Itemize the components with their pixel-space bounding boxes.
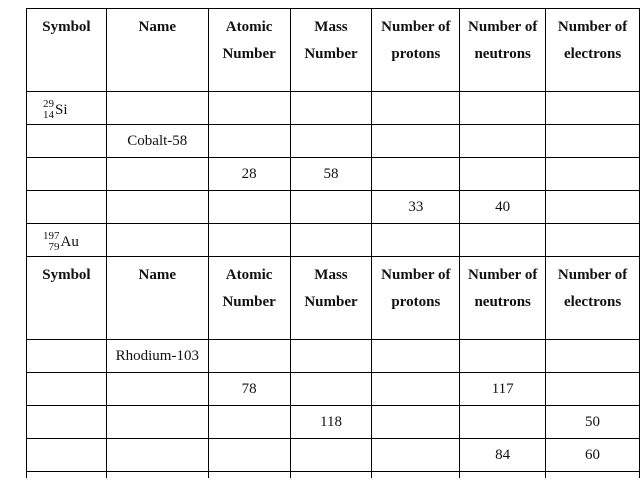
atomic-number-subscript: 79 xyxy=(48,241,60,253)
name-cell[interactable] xyxy=(106,224,208,257)
mass-number-cell[interactable] xyxy=(290,373,372,406)
table-row xyxy=(27,439,640,472)
column-header: Number of electrons xyxy=(546,257,640,340)
protons-cell[interactable] xyxy=(372,224,460,257)
table-row xyxy=(27,340,640,373)
mass-number-cell[interactable] xyxy=(290,125,372,158)
electrons-cell[interactable] xyxy=(546,373,640,406)
empty-cell xyxy=(106,472,208,479)
symbol-cell[interactable] xyxy=(27,439,107,472)
name-cell[interactable] xyxy=(106,92,208,125)
protons-cell[interactable] xyxy=(372,158,460,191)
table-row xyxy=(27,191,640,224)
column-header: Number of protons xyxy=(372,257,460,340)
table-row xyxy=(27,472,640,479)
symbol-cell[interactable] xyxy=(27,92,107,125)
electrons-cell[interactable] xyxy=(546,158,640,191)
atomic-number-cell[interactable] xyxy=(208,439,290,472)
electrons-cell[interactable] xyxy=(546,191,640,224)
column-header: Atomic Number xyxy=(208,9,290,92)
header-row xyxy=(27,9,640,92)
column-header: Name xyxy=(106,257,208,340)
column-header: Mass Number xyxy=(290,257,372,340)
name-cell[interactable]: Cobalt-58 xyxy=(106,125,208,158)
atomic-number-cell[interactable] xyxy=(208,224,290,257)
column-header: Symbol xyxy=(27,257,107,340)
column-header: Number of protons xyxy=(372,9,460,92)
mass-number-cell[interactable] xyxy=(290,92,372,125)
name-cell[interactable] xyxy=(106,158,208,191)
mass-number-cell[interactable] xyxy=(290,224,372,257)
neutrons-cell[interactable]: 117 xyxy=(460,373,546,406)
empty-cell xyxy=(208,472,290,479)
protons-cell[interactable] xyxy=(372,340,460,373)
protons-cell[interactable]: 33 xyxy=(372,191,460,224)
symbol-cell[interactable] xyxy=(27,340,107,373)
name-cell[interactable] xyxy=(106,439,208,472)
protons-cell[interactable] xyxy=(372,406,460,439)
mass-number-cell[interactable] xyxy=(290,191,372,224)
neutrons-cell[interactable] xyxy=(460,406,546,439)
empty-cell xyxy=(546,472,640,479)
neutrons-cell[interactable] xyxy=(460,158,546,191)
empty-cell xyxy=(372,472,460,479)
name-cell[interactable] xyxy=(106,373,208,406)
atomic-number-cell[interactable] xyxy=(208,92,290,125)
mass-number-superscript: 197 xyxy=(43,230,60,242)
table-row xyxy=(27,158,640,191)
empty-cell xyxy=(290,472,372,479)
column-header: Mass Number xyxy=(290,9,372,92)
atomic-number-cell[interactable] xyxy=(208,406,290,439)
mass-number-cell[interactable] xyxy=(290,439,372,472)
protons-cell[interactable] xyxy=(372,125,460,158)
atomic-number-cell[interactable] xyxy=(208,191,290,224)
atomic-number-subscript: 14 xyxy=(43,109,54,121)
name-cell[interactable]: Rhodium-103 xyxy=(106,340,208,373)
neutrons-cell[interactable] xyxy=(460,224,546,257)
mass-number-cell[interactable] xyxy=(290,340,372,373)
electrons-cell[interactable]: 60 xyxy=(546,439,640,472)
protons-cell[interactable] xyxy=(372,373,460,406)
neutrons-cell[interactable] xyxy=(460,92,546,125)
isotope-symbol xyxy=(43,99,68,121)
column-header: Number of neutrons xyxy=(460,257,546,340)
column-header: Number of electrons xyxy=(546,9,640,92)
electrons-cell[interactable] xyxy=(546,92,640,125)
electrons-cell[interactable] xyxy=(546,224,640,257)
electrons-cell[interactable] xyxy=(546,125,640,158)
protons-cell[interactable] xyxy=(372,439,460,472)
symbol-cell[interactable] xyxy=(27,191,107,224)
column-header: Name xyxy=(106,9,208,92)
atomic-number-cell[interactable]: 28 xyxy=(208,158,290,191)
symbol-cell[interactable] xyxy=(27,224,107,257)
symbol-cell[interactable] xyxy=(27,158,107,191)
mass-number-cell[interactable]: 58 xyxy=(290,158,372,191)
symbol-cell[interactable] xyxy=(27,373,107,406)
table-row xyxy=(27,125,640,158)
symbol-cell[interactable] xyxy=(27,406,107,439)
column-header: Symbol xyxy=(27,9,107,92)
electrons-cell[interactable] xyxy=(546,340,640,373)
atomic-number-cell[interactable]: 78 xyxy=(208,373,290,406)
empty-cell xyxy=(460,472,546,479)
isotope-symbol xyxy=(43,231,79,253)
neutrons-cell[interactable]: 40 xyxy=(460,191,546,224)
column-header: Atomic Number xyxy=(208,257,290,340)
table-row xyxy=(27,406,640,439)
atomic-number-cell[interactable] xyxy=(208,340,290,373)
element-symbol: Si xyxy=(55,101,68,118)
mass-number-cell[interactable]: 118 xyxy=(290,406,372,439)
protons-cell[interactable] xyxy=(372,92,460,125)
column-header: Number of neutrons xyxy=(460,9,546,92)
empty-cell xyxy=(27,472,107,479)
electrons-cell[interactable]: 50 xyxy=(546,406,640,439)
table-row xyxy=(27,224,640,257)
symbol-cell[interactable] xyxy=(27,125,107,158)
neutrons-cell[interactable] xyxy=(460,340,546,373)
table-row xyxy=(27,373,640,406)
element-symbol: Au xyxy=(60,233,79,250)
table-row xyxy=(27,92,640,125)
name-cell[interactable] xyxy=(106,191,208,224)
atomic-number-cell[interactable] xyxy=(208,125,290,158)
isotope-table xyxy=(26,8,640,478)
name-cell[interactable] xyxy=(106,406,208,439)
header-row xyxy=(27,257,640,340)
worksheet xyxy=(26,8,640,478)
mass-number-superscript: 29 xyxy=(43,98,54,110)
neutrons-cell[interactable]: 84 xyxy=(460,439,546,472)
neutrons-cell[interactable] xyxy=(460,125,546,158)
